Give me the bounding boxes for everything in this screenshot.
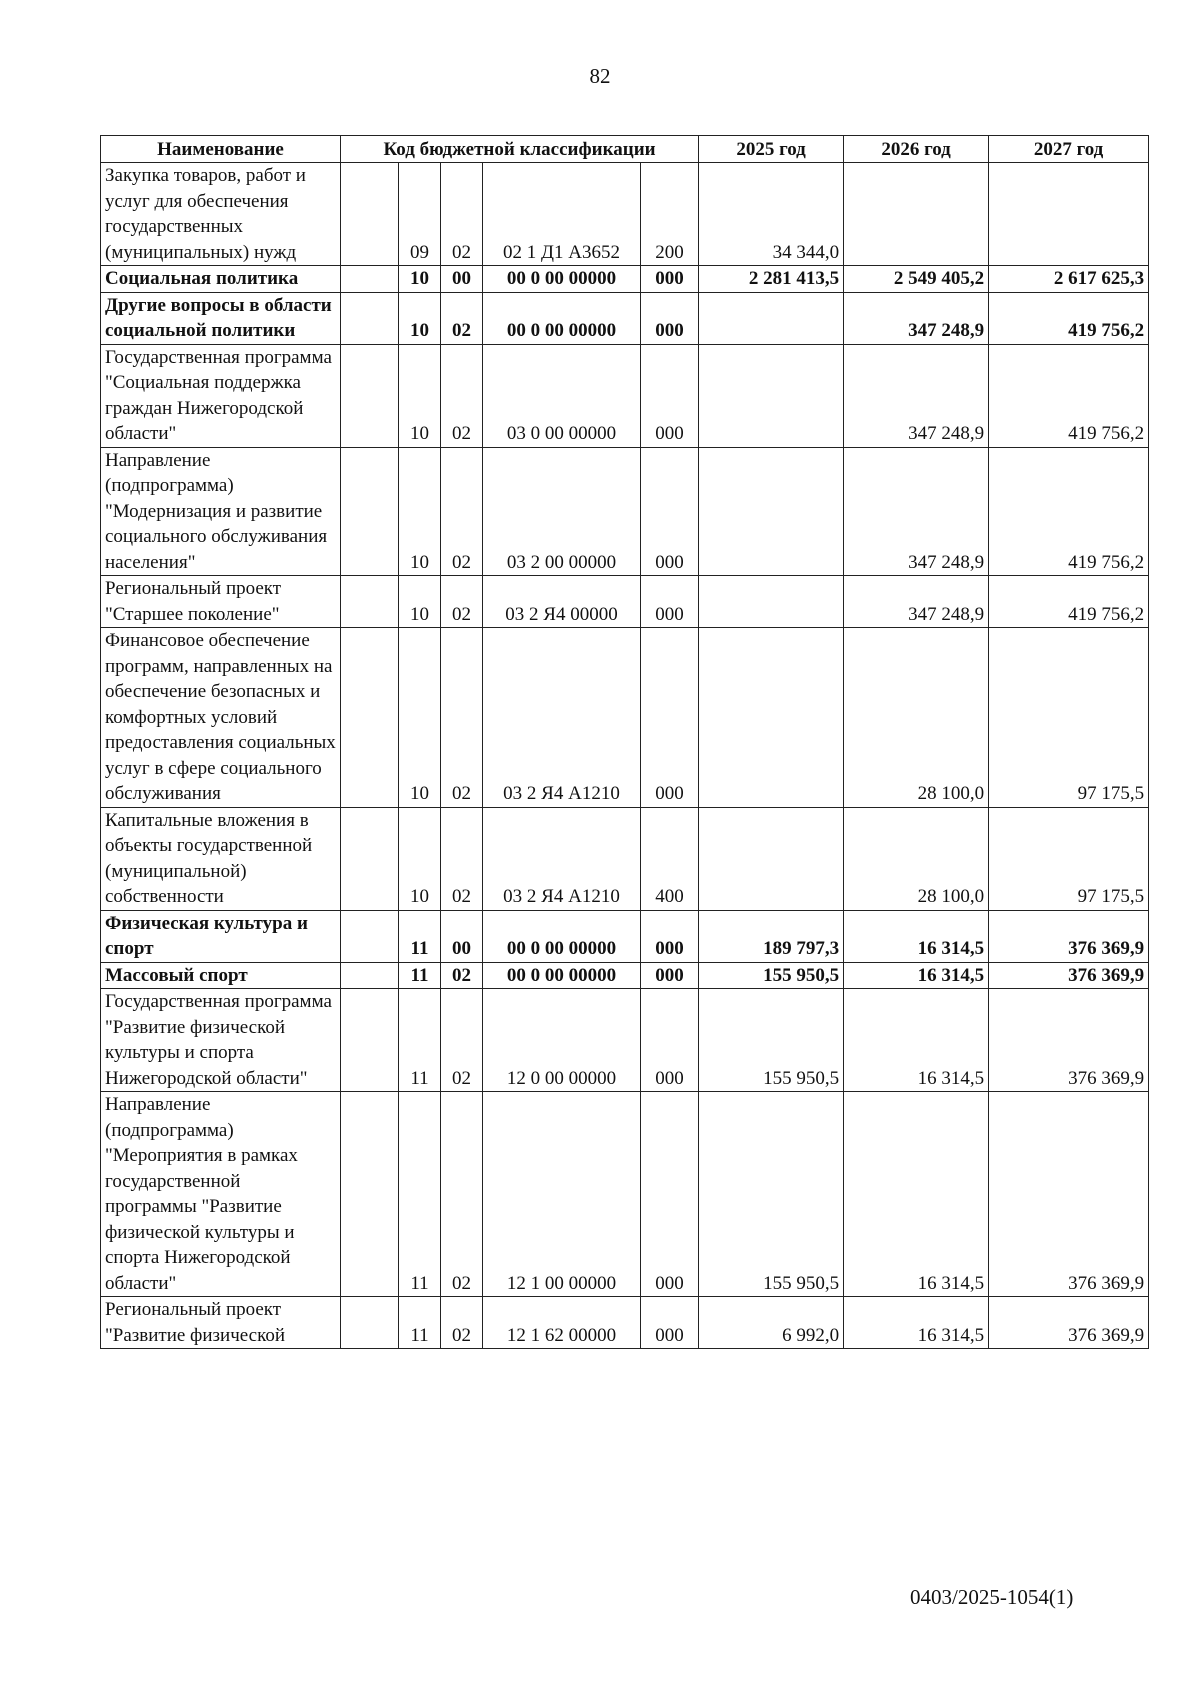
- cell-y2025: 2 281 413,5: [699, 266, 844, 293]
- header-2027: 2027 год: [989, 136, 1149, 163]
- page-number: 82: [589, 64, 611, 88]
- cell-y2026: 16 314,5: [844, 910, 989, 962]
- table-row: [101, 1297, 1149, 1349]
- cell-podrazdel: 00: [441, 266, 483, 293]
- cell-vr: 400: [641, 807, 699, 910]
- cell-csr: 03 2 Я4 00000: [483, 576, 641, 628]
- spacer-cell: [341, 447, 399, 576]
- spacer-cell: [341, 962, 399, 989]
- cell-y2027: 2 617 625,3: [989, 266, 1149, 293]
- cell-razdel: 10: [399, 628, 441, 808]
- cell-razdel: 10: [399, 807, 441, 910]
- cell-razdel: 11: [399, 962, 441, 989]
- cell-y2027: 419 756,2: [989, 576, 1149, 628]
- cell-razdel: 10: [399, 576, 441, 628]
- cell-y2026: 16 314,5: [844, 1092, 989, 1297]
- table-row: [101, 163, 1149, 266]
- table-row: [101, 628, 1149, 808]
- cell-y2026: 347 248,9: [844, 292, 989, 344]
- cell-csr: 03 2 Я4 А1210: [483, 628, 641, 808]
- cell-vr: 200: [641, 163, 699, 266]
- spacer-cell: [341, 1297, 399, 1349]
- document-number: 0403/2025-1054(1): [910, 1585, 1074, 1609]
- cell-csr: 12 1 00 00000: [483, 1092, 641, 1297]
- cell-podrazdel: 02: [441, 628, 483, 808]
- cell-podrazdel: 02: [441, 1092, 483, 1297]
- cell-vr: 000: [641, 576, 699, 628]
- cell-podrazdel: 02: [441, 344, 483, 447]
- cell-name: Государственная программа "Развитие физической культуры и спорта Нижегородской области": [101, 989, 341, 1092]
- cell-y2026: 347 248,9: [844, 576, 989, 628]
- table-row: [101, 989, 1149, 1092]
- cell-y2025: [699, 344, 844, 447]
- cell-name: Массовый спорт: [101, 962, 341, 989]
- cell-y2025: [699, 807, 844, 910]
- cell-y2027: 97 175,5: [989, 628, 1149, 808]
- cell-vr: 000: [641, 447, 699, 576]
- cell-y2026: 16 314,5: [844, 962, 989, 989]
- cell-podrazdel: 00: [441, 910, 483, 962]
- cell-name: Государственная программа "Социальная поддержка граждан Нижегородской области": [101, 344, 341, 447]
- cell-y2027: 376 369,9: [989, 910, 1149, 962]
- spacer-cell: [341, 576, 399, 628]
- cell-vr: 000: [641, 1297, 699, 1349]
- table-row: [101, 266, 1149, 293]
- cell-y2025: 155 950,5: [699, 1092, 844, 1297]
- cell-y2027: 419 756,2: [989, 344, 1149, 447]
- spacer-cell: [341, 292, 399, 344]
- header-name: Наименование: [101, 136, 341, 163]
- cell-y2027: 376 369,9: [989, 962, 1149, 989]
- cell-y2027: 419 756,2: [989, 447, 1149, 576]
- cell-y2025: [699, 292, 844, 344]
- cell-podrazdel: 02: [441, 962, 483, 989]
- cell-name: Социальная политика: [101, 266, 341, 293]
- cell-csr: 00 0 00 00000: [483, 266, 641, 293]
- table-row: [101, 576, 1149, 628]
- cell-podrazdel: 02: [441, 807, 483, 910]
- cell-y2026: 28 100,0: [844, 807, 989, 910]
- cell-name: Региональный проект "Развитие физической: [101, 1297, 341, 1349]
- cell-name: Капитальные вложения в объекты государственной (муниципальной) собственности: [101, 807, 341, 910]
- cell-y2027: [989, 163, 1149, 266]
- cell-name: Финансовое обеспечение программ, направленных на обеспечение безопасных и комфортных условий предоставления социальных услуг в сфере социального обслуживания: [101, 628, 341, 808]
- cell-name: Другие вопросы в области социальной политики: [101, 292, 341, 344]
- cell-csr: 00 0 00 00000: [483, 962, 641, 989]
- cell-podrazdel: 02: [441, 1297, 483, 1349]
- cell-csr: 12 0 00 00000: [483, 989, 641, 1092]
- cell-csr: 00 0 00 00000: [483, 910, 641, 962]
- cell-y2025: 155 950,5: [699, 989, 844, 1092]
- cell-y2026: 2 549 405,2: [844, 266, 989, 293]
- cell-y2026: [844, 163, 989, 266]
- table-row: [101, 344, 1149, 447]
- cell-y2025: [699, 447, 844, 576]
- cell-y2027: 97 175,5: [989, 807, 1149, 910]
- table-row: [101, 292, 1149, 344]
- cell-y2025: 34 344,0: [699, 163, 844, 266]
- header-2026: 2026 год: [844, 136, 989, 163]
- cell-y2025: 155 950,5: [699, 962, 844, 989]
- table-row: [101, 910, 1149, 962]
- cell-vr: 000: [641, 266, 699, 293]
- cell-razdel: 10: [399, 266, 441, 293]
- cell-razdel: 11: [399, 1092, 441, 1297]
- cell-y2025: [699, 628, 844, 808]
- cell-csr: 03 2 Я4 А1210: [483, 807, 641, 910]
- cell-razdel: 10: [399, 344, 441, 447]
- header-2025: 2025 год: [699, 136, 844, 163]
- cell-name: Направление (подпрограмма) "Мероприятия в рамках государственной программы "Развитие физической культуры и спорта Нижегородской области": [101, 1092, 341, 1297]
- cell-podrazdel: 02: [441, 163, 483, 266]
- cell-podrazdel: 02: [441, 292, 483, 344]
- cell-name: Закупка товаров, работ и услуг для обеспечения государственных (муниципальных) нужд: [101, 163, 341, 266]
- cell-name: Региональный проект "Старшее поколение": [101, 576, 341, 628]
- cell-razdel: 09: [399, 163, 441, 266]
- cell-y2026: 347 248,9: [844, 344, 989, 447]
- cell-y2025: [699, 576, 844, 628]
- cell-y2027: 376 369,9: [989, 989, 1149, 1092]
- spacer-cell: [341, 989, 399, 1092]
- cell-vr: 000: [641, 962, 699, 989]
- spacer-cell: [341, 344, 399, 447]
- cell-razdel: 11: [399, 910, 441, 962]
- cell-csr: 12 1 62 00000: [483, 1297, 641, 1349]
- cell-vr: 000: [641, 910, 699, 962]
- spacer-cell: [341, 163, 399, 266]
- table-header-row: [101, 136, 1149, 163]
- spacer-cell: [341, 628, 399, 808]
- cell-razdel: 10: [399, 447, 441, 576]
- cell-name: Направление (подпрограмма) "Модернизация и развитие социального обслуживания населения": [101, 447, 341, 576]
- cell-y2027: 376 369,9: [989, 1092, 1149, 1297]
- spacer-cell: [341, 1092, 399, 1297]
- table-row: [101, 807, 1149, 910]
- table-row: [101, 962, 1149, 989]
- cell-razdel: 11: [399, 989, 441, 1092]
- cell-podrazdel: 02: [441, 576, 483, 628]
- cell-csr: 03 0 00 00000: [483, 344, 641, 447]
- cell-y2026: 16 314,5: [844, 1297, 989, 1349]
- spacer-cell: [341, 266, 399, 293]
- cell-csr: 00 0 00 00000: [483, 292, 641, 344]
- cell-y2027: 419 756,2: [989, 292, 1149, 344]
- cell-vr: 000: [641, 344, 699, 447]
- cell-y2025: 189 797,3: [699, 910, 844, 962]
- cell-name: Физическая культура и спорт: [101, 910, 341, 962]
- table-row: [101, 1092, 1149, 1297]
- cell-csr: 02 1 Д1 А3652: [483, 163, 641, 266]
- cell-y2026: 347 248,9: [844, 447, 989, 576]
- cell-y2027: 376 369,9: [989, 1297, 1149, 1349]
- cell-razdel: 10: [399, 292, 441, 344]
- cell-vr: 000: [641, 989, 699, 1092]
- cell-y2025: 6 992,0: [699, 1297, 844, 1349]
- cell-razdel: 11: [399, 1297, 441, 1349]
- table-row: [101, 447, 1149, 576]
- budget-table: [100, 135, 1149, 1349]
- cell-vr: 000: [641, 1092, 699, 1297]
- cell-vr: 000: [641, 628, 699, 808]
- cell-podrazdel: 02: [441, 989, 483, 1092]
- cell-y2026: 28 100,0: [844, 628, 989, 808]
- cell-podrazdel: 02: [441, 447, 483, 576]
- cell-y2026: 16 314,5: [844, 989, 989, 1092]
- cell-vr: 000: [641, 292, 699, 344]
- header-code: Код бюджетной классификации: [341, 136, 699, 163]
- spacer-cell: [341, 807, 399, 910]
- cell-csr: 03 2 00 00000: [483, 447, 641, 576]
- spacer-cell: [341, 910, 399, 962]
